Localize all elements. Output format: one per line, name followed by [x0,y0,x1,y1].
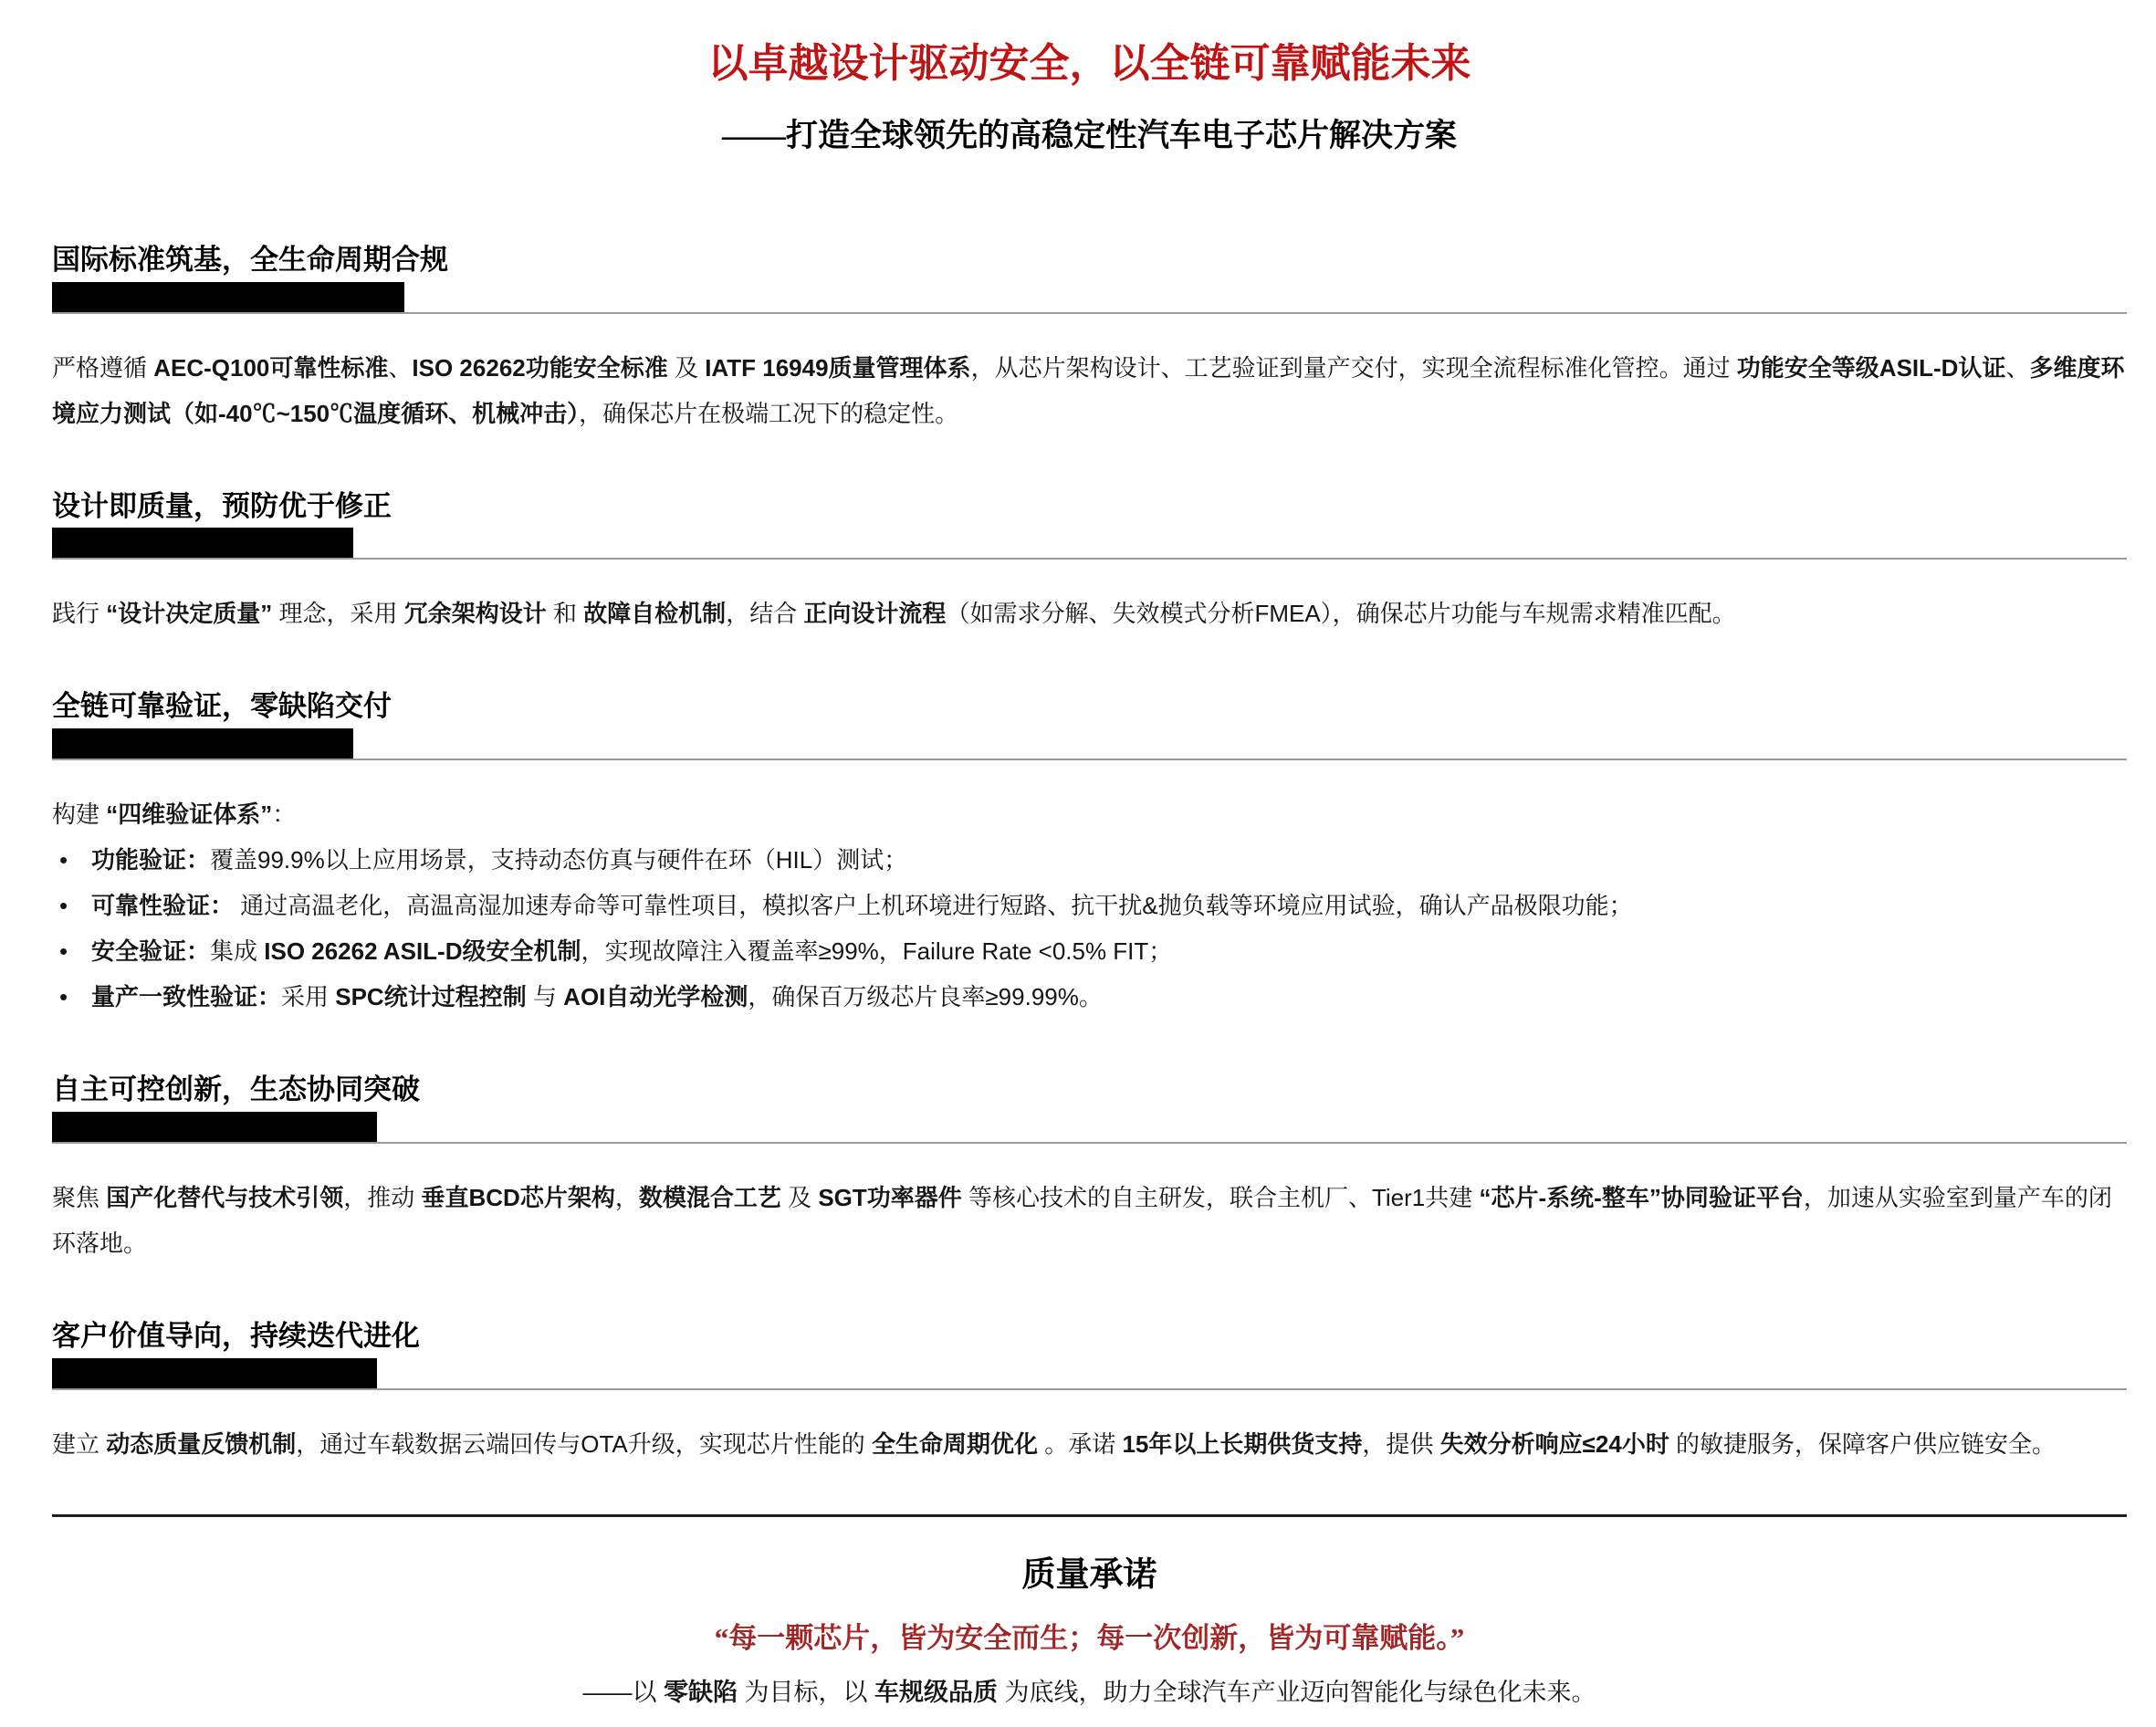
section-heading: 国际标准筑基，全生命周期合规 [52,243,448,276]
section-heading: 设计即质量，预防优于修正 [52,489,392,522]
section-divider [52,1514,2127,1517]
list-item: • 功能验证：覆盖99.9%以上应用场景，支持动态仿真与硬件在环（HIL）测试； [52,837,2127,883]
section-heading-block [52,689,2127,760]
page-subtitle: ——打造全球领先的高稳定性汽车电子芯片解决方案 [721,117,1457,153]
page-title: 以卓越设计驱动安全，以全链可靠赋能未来 [707,41,1471,86]
section-paragraph: 严格遵循 AEC-Q100可靠性标准、ISO 26262功能安全标准 及 IATF 16949质量管理体系，从芯片架构设计、工艺验证到量产交付，实现全流程标准化管控。通过 功能安全等级ASIL-D认证、多维度环境应力测试（如-40℃~150℃温度循环、机械冲击），确保芯片在极端工况下的稳定性。 [52,353,2125,427]
redacted-text-bar [52,728,353,759]
quality-commitment-quote: “每一颗芯片，皆为安全而生；每一次创新，皆为可靠赋能。” [714,1622,1465,1655]
closing-statement: ——以 零缺陷 为目标，以 车规级品质 为底线，助力全球汽车产业迈向智能化与绿色化未来。 [582,1678,1596,1706]
redacted-text-bar [52,1112,377,1142]
redacted-text-bar [52,1358,377,1388]
section-customer-value [52,1319,2127,1467]
section-heading: 自主可控创新，生态协同突破 [52,1073,420,1106]
section-heading: 全链可靠验证，零缺陷交付 [52,690,392,723]
section-heading-block [52,489,2127,560]
section-intro: 构建 “四维验证体系”： [52,801,297,829]
redacted-text-bar [52,282,404,312]
section-design-quality [52,489,2127,637]
list-item: • 安全验证：集成 ISO 26262 ASIL-D级安全机制，实现故障注入覆盖率≥99%，Failure Rate <0.5% FIT； [52,928,2127,974]
section-paragraph: 建立 动态质量反馈机制，通过车载数据云端回传与OTA升级，实现芯片性能的 全生命周期优化 。承诺 15年以上长期供货支持，提供 失效分析响应≤24小时 的敏捷服务，保障客户供应链安全。 [52,1429,2057,1458]
quality-commitment-heading: 质量承诺 [1021,1555,1157,1594]
section-verification [52,689,2127,1020]
list-item: • 量产一致性验证：采用 SPC统计过程控制 与 AOI自动光学检测，确保百万级芯片良率≥99.99%。 [52,974,2127,1020]
section-international-standards [52,243,2127,436]
section-heading-block [52,1073,2127,1144]
redacted-text-bar [52,528,353,558]
verification-list [52,837,2127,1020]
section-paragraph: 聚焦 国产化替代与技术引领，推动 垂直BCD芯片架构，数模混合工艺 及 SGT功率器件 等核心技术的自主研发，联合主机厂、Tier1共建 “芯片-系统-整车”协同验证平台，加速从实验室到量产车的闭环落地。 [52,1183,2112,1257]
section-heading-block [52,1319,2127,1390]
section-paragraph: 践行 “设计决定质量” 理念，采用 冗余架构设计 和 故障自检机制，结合 正向设计流程（如需求分解、失效模式分析FMEA），确保芯片功能与车规需求精准匹配。 [52,600,1736,628]
section-innovation [52,1073,2127,1266]
list-item: • 可靠性验证： 通过高温老化，高温高湿加速寿命等可靠性项目，模拟客户上机环境进行短路、抗干扰&抛负载等环境应用试验，确认产品极限功能； [52,883,2127,928]
section-heading-block [52,243,2127,314]
section-heading: 客户价值导向，持续迭代进化 [52,1319,420,1352]
